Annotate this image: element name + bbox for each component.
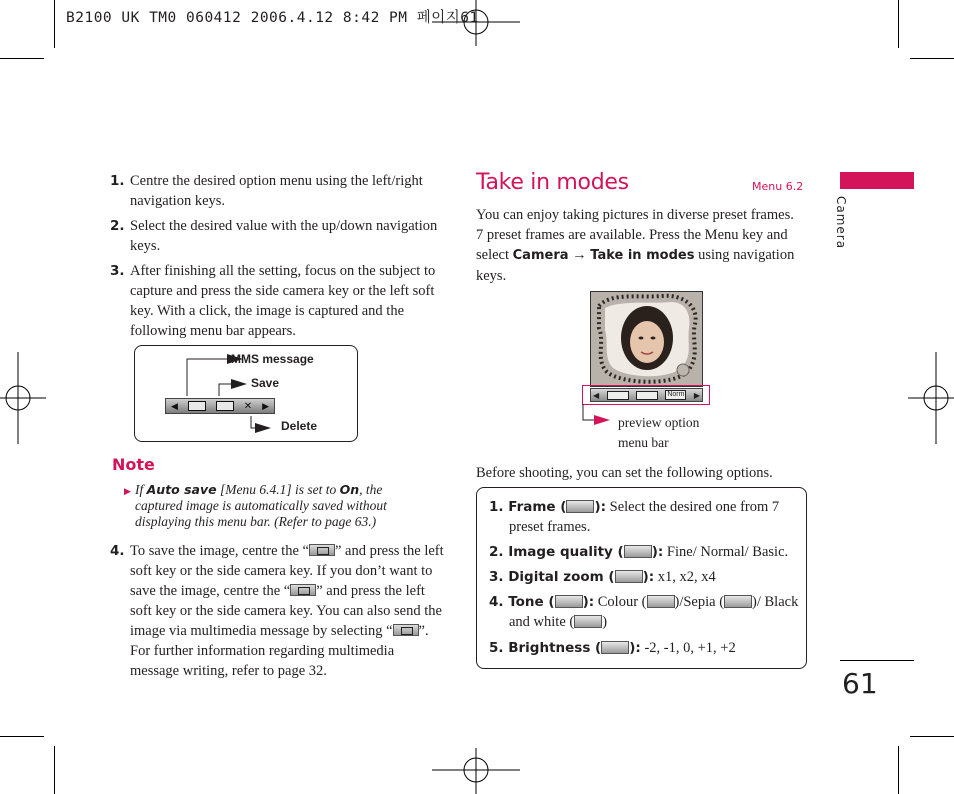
crop-mark <box>910 736 954 737</box>
note-paragraph: If Auto save [Menu 6.4.1] is set to On, the captured image is automatically saved without displaying this menu bar. (Refer to page 63.) <box>135 482 387 529</box>
step-item <box>110 171 445 211</box>
page-number-rule <box>840 660 914 661</box>
print-slug: B2100 UK TM0 060412 2006.4.12 8:42 PM 페이지61 <box>66 10 479 26</box>
right-arrow-icon: ▶ <box>262 400 270 411</box>
step-item <box>110 261 445 341</box>
crop-mark <box>54 746 55 794</box>
step-item <box>110 216 445 256</box>
frame-icon <box>636 391 658 400</box>
chapter-tab <box>840 172 914 189</box>
step-number: 3. <box>110 263 125 279</box>
crop-mark <box>0 58 44 59</box>
option-image-quality: 2. Image quality ( ): Fine/ Normal/ Basic. <box>489 544 789 560</box>
note-title: Note <box>112 455 155 474</box>
note-body <box>124 482 414 530</box>
black-and-white-icon <box>574 615 602 628</box>
zoom-icon <box>615 570 643 583</box>
section-title: Take in modes <box>476 170 629 195</box>
quality-icon: Norm <box>667 391 685 398</box>
frame-preview-graphic <box>591 292 703 387</box>
note-bullet-icon: ▶ <box>124 486 131 496</box>
before-shooting-text: Before shooting, you can set the following options. <box>476 465 773 481</box>
frame-icon <box>566 500 594 513</box>
option-tone: 4. Tone ( ): Colour ( )/Sepia ( )/ Black and white ( ) <box>489 594 799 630</box>
term-auto-save: Auto save <box>146 482 217 497</box>
registration-mark-left <box>0 350 48 446</box>
delete-label: Delete <box>281 419 318 433</box>
step-text: Select the desired value with the up/down navigation keys. <box>130 218 438 254</box>
preview-option-menu-bar <box>590 388 703 402</box>
option-brightness: 5. Brightness ( ): -2, -1, 0, +1, +2 <box>489 640 736 656</box>
option-frame: 1. Frame ( ): Select the desired one from 7 preset frames. <box>489 499 780 535</box>
chapter-label-wrap <box>836 196 858 256</box>
save-icon <box>216 401 234 411</box>
term-on: On <box>339 482 360 497</box>
registration-mark-right <box>906 350 954 446</box>
step-text: After finishing all the setting, focus on the subject to capture and press the side camera key or the left soft key. With a click, the image is captured and the following menu bar appears. <box>130 263 436 339</box>
brightness-icon <box>601 641 629 654</box>
colour-icon <box>647 595 675 608</box>
captured-menu-bar <box>165 398 275 414</box>
caption-leader-line <box>582 404 614 428</box>
message-icon <box>188 401 206 411</box>
step-number: 1. <box>110 173 125 189</box>
left-arrow-icon: ◀ <box>170 400 178 411</box>
intro-paragraph: You can enjoy taking pictures in diverse preset frames. 7 preset frames are available. Press the Menu key and select Camera → Take in modes using navigation keys. <box>476 207 795 284</box>
save-icon <box>309 544 335 556</box>
step-number: 4. <box>110 543 125 559</box>
message-icon <box>393 624 419 636</box>
right-arrow-icon: ▶ <box>693 390 700 400</box>
image-quality-icon <box>624 545 652 558</box>
sepia-icon <box>724 595 752 608</box>
crop-mark <box>910 58 954 59</box>
preview-caption: preview option menu bar <box>618 415 700 450</box>
registration-mark-bottom <box>428 746 524 794</box>
step-item <box>110 541 445 681</box>
term-camera: Camera <box>512 248 569 263</box>
chapter-label: Camera <box>834 196 848 250</box>
options-box <box>476 487 807 669</box>
step-text: Centre the desired option menu using the left/right navigation keys. <box>130 173 423 209</box>
crop-mark <box>898 0 899 48</box>
save-label: Save <box>251 376 280 390</box>
menu-reference: Menu 6.2 <box>752 180 804 193</box>
term-take-in-modes: Take in modes <box>590 248 695 263</box>
option-digital-zoom: 3. Digital zoom ( ): x1, x2, x4 <box>489 569 716 585</box>
steps-top <box>110 171 445 341</box>
step-text: To save the image, centre the “ ” and press the left soft key or the side camera key. If you don’t want to save the image, centre the “ ” and press the left soft key or the side camera key. You can also send the image via multimedia message by selecting “ ”. For further information regarding multimedia message writing, refer to page 32. <box>130 543 444 679</box>
menu-bar-diagram <box>134 345 358 442</box>
brightness-icon <box>607 391 629 400</box>
mms-message-label: MMS message <box>231 352 314 366</box>
page-number: 61 <box>842 667 878 700</box>
crop-mark <box>0 736 44 737</box>
camera-preview-image <box>590 291 703 387</box>
step-number: 2. <box>110 218 125 234</box>
tone-icon <box>555 595 583 608</box>
delete-icon <box>290 584 316 596</box>
crop-mark <box>898 746 899 794</box>
left-arrow-icon: ◀ <box>593 390 600 400</box>
delete-icon: ✕ <box>243 400 253 412</box>
crop-mark <box>54 0 55 48</box>
